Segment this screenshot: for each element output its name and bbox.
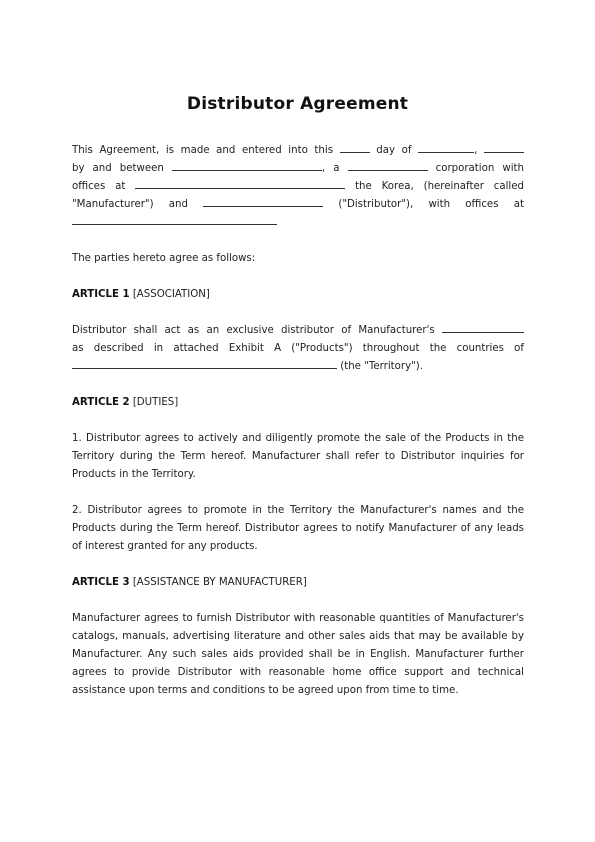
article-1-line-3 <box>72 358 524 376</box>
blank-field <box>203 197 323 207</box>
article-2-paragraph-1: 1. Distributor agrees to actively and diligently promote the sale of the Products in the Territory during the Term hereof. Manufacturer shall refer to Distributor inquiries for Products in the Territory. <box>72 433 524 480</box>
preamble-text: the Korea, (hereinafter called <box>355 181 524 192</box>
preamble-line-2 <box>72 160 524 178</box>
preamble-text: This Agreement, is made and entered into this <box>72 145 334 156</box>
preamble-line-4 <box>72 196 524 214</box>
page-title: Distributor Agreement <box>186 94 409 114</box>
preamble-text: "Manufacturer") <box>72 199 154 210</box>
blank-field <box>348 161 428 171</box>
blank-field <box>340 143 370 153</box>
preamble-text: ("Distributor"), <box>338 199 414 210</box>
preamble-text: and <box>168 199 188 210</box>
preamble-text: by and between <box>72 163 164 174</box>
article-2-paragraph-2: 2. Distributor agrees to promote in the Territory the Manufacturer's names and the Products during the Term hereof. Distributor agrees to notify Manufacturer of any leads of interest granted for any products. <box>72 505 524 552</box>
blank-field <box>442 323 524 333</box>
preamble-line-3 <box>72 178 524 196</box>
article-1-line-2: as described in attached Exhibit A ("Products") throughout the countries of <box>72 343 524 354</box>
article-2-heading <box>72 394 524 412</box>
article-1-heading <box>72 286 524 304</box>
article-label: ARTICLE 1 <box>72 289 130 300</box>
blank-field <box>135 179 345 189</box>
blank-field <box>418 143 474 153</box>
preamble-text: , a <box>321 163 340 174</box>
blank-field <box>484 143 524 153</box>
intro-text: The parties hereto agree as follows: <box>72 253 256 264</box>
preamble-text: with <box>428 199 451 210</box>
document-body <box>72 142 524 700</box>
preamble-text: day of <box>376 145 412 156</box>
article-text: Distributor shall act as an exclusive distributor of Manufacturer's <box>72 325 435 336</box>
preamble-text: offices at <box>72 181 126 192</box>
article-3-paragraph-1: Manufacturer agrees to furnish Distributor with reasonable quantities of Manufacturer's catalogs, manuals, advertising literature and other sales aids that may be available by Manufacturer. Any such sales aids provided shall be in English. Manufacturer further agrees to provide Distributor with reasonable home office support and technical assistance upon terms and conditions to be agreed upon from time to time. <box>72 613 524 696</box>
preamble-line-1: This Agreement, is made and entered into this day of , <box>72 142 524 160</box>
blank-field <box>72 215 277 225</box>
preamble-line-5 <box>72 214 524 232</box>
article-text: (the "Territory"). <box>340 361 423 372</box>
article-1-line-1 <box>72 322 524 340</box>
article-3-heading <box>72 574 524 592</box>
preamble-text: at <box>513 199 524 210</box>
blank-field <box>72 359 337 369</box>
article-title: [DUTIES] <box>132 397 179 408</box>
article-label: ARTICLE 2 <box>72 397 130 408</box>
preamble-text: corporation with <box>435 163 524 174</box>
article-title: [ASSOCIATION] <box>132 289 210 300</box>
article-label: ARTICLE 3 <box>72 577 130 588</box>
preamble-text: offices <box>465 199 499 210</box>
article-title: [ASSISTANCE BY MANUFACTURER] <box>132 577 307 588</box>
blank-field <box>172 161 322 171</box>
